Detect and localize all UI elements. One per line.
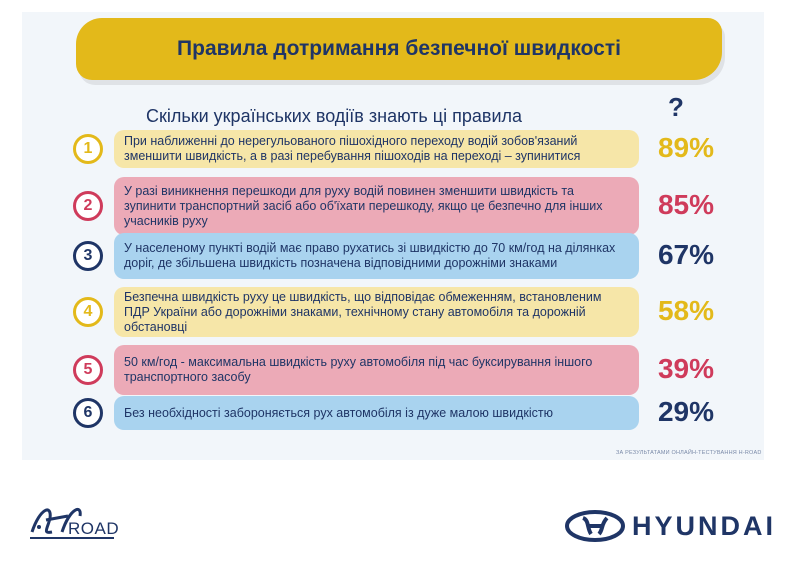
rule-text: У разі виникнення перешкоди для руху водій повинен зменшити швидкість та зупинити транспортний засіб або об'їхати перешкоду, якщо це безпечно для інших учасників руху bbox=[124, 183, 603, 228]
rule-number-badge: 2 bbox=[73, 191, 103, 221]
rule-percent: 29% bbox=[657, 396, 715, 427]
rule-text: При наближенні до нерегульованого пішохідного переходу водій зобов'язаний зменшити швидкість, а в разі перебування пішоходів на переході – зупинитися bbox=[124, 134, 581, 163]
hyundai-logo-text: HYUNDAI bbox=[632, 511, 777, 541]
rule-text-box bbox=[114, 177, 639, 235]
hroad-logo-text: ROAD bbox=[68, 519, 120, 538]
footnote: ЗА РЕЗУЛЬТАТАМИ ОНЛАЙН-ТЕСТУВАННЯ H-ROAD bbox=[616, 450, 762, 456]
rule-text: У населеному пункті водій має право рухатись зі швидкістю до 70 км/год на ділянках доріг, де збільшена швидкість позначена відповідними дорожніми знаками bbox=[124, 241, 616, 270]
rule-number-badge: 1 bbox=[73, 134, 103, 164]
subtitle: Скільки українських водіїв знають ці правила bbox=[146, 106, 523, 126]
rule-text-box bbox=[114, 396, 639, 430]
page-title: Правила дотримання безпечної швидкості bbox=[177, 37, 621, 60]
rule-text-box bbox=[114, 345, 639, 395]
title-banner bbox=[76, 18, 722, 80]
rule-text: 50 км/год - максимальна швидкість руху автомобіля під час буксирування іншого транспортного засобу bbox=[124, 355, 593, 384]
rule-percent: 39% bbox=[657, 353, 715, 384]
rule-text-box bbox=[114, 233, 639, 279]
rule-text-box bbox=[114, 287, 639, 337]
rule-number-badge: 3 bbox=[73, 241, 103, 271]
rule-percent: 85% bbox=[657, 189, 715, 220]
rule-percent: 58% bbox=[657, 295, 715, 326]
rule-number-badge: 6 bbox=[73, 398, 103, 428]
rule-percent: 89% bbox=[657, 132, 715, 163]
question-mark: ? bbox=[668, 92, 684, 122]
rule-number-badge: 4 bbox=[73, 297, 103, 327]
hyundai-logo-icon bbox=[565, 510, 625, 542]
rule-text: Безпечна швидкість руху це швидкість, що відповідає обмеженням, встановленим ПДР України або дорожніми знаками, технічному стану автомобіля та дорожній обстановці bbox=[124, 289, 602, 334]
rule-text-box bbox=[114, 130, 639, 168]
rule-percent: 67% bbox=[657, 239, 715, 270]
rule-number-badge: 5 bbox=[73, 355, 103, 385]
rule-text: Без необхідності забороняється рух автомобіля із дуже малою швидкістю bbox=[124, 405, 553, 420]
